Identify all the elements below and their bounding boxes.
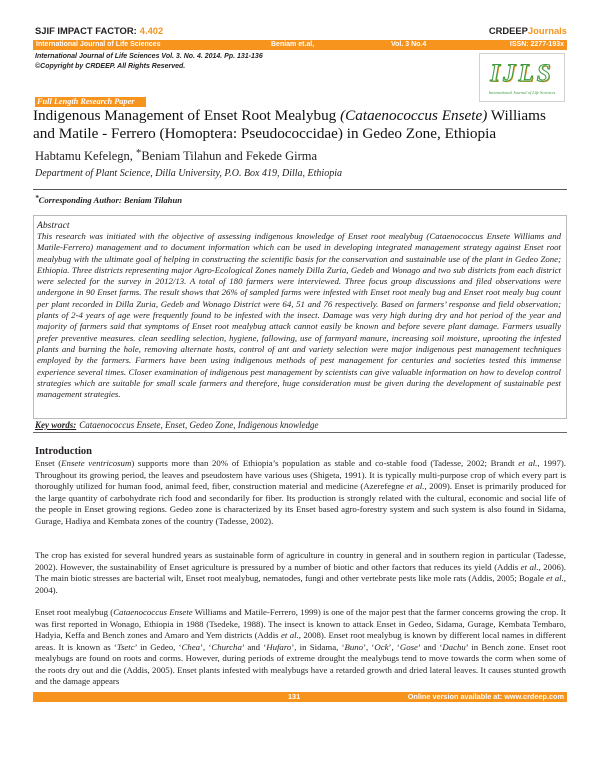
text-run: ’, in Sidama, ‘	[291, 641, 345, 652]
body-paragraph	[35, 458, 566, 527]
publisher-brand	[489, 25, 567, 37]
impact-factor	[35, 25, 163, 37]
keywords-label: Key words:	[35, 420, 77, 430]
italic-term: (Cataenococcus Ensete)	[340, 107, 488, 124]
journal-banner	[33, 40, 567, 50]
italic-term: Buno	[344, 641, 364, 652]
italic-term: Hufaro	[266, 641, 292, 652]
journal-logo	[479, 53, 565, 102]
logo-letters: IJLS	[490, 60, 554, 87]
text-run: Beniam Tilahun and Fekede Girma	[141, 149, 317, 163]
banner-issn: ISSN: 2277-193x	[509, 41, 564, 48]
text-run: ’ and ‘	[417, 641, 443, 652]
italic-term: et al.	[406, 481, 425, 491]
text-run: Enset root mealybug (	[35, 607, 114, 617]
publisher-name: CRDEEP	[488, 25, 528, 36]
impact-factor-value: 4.402	[139, 25, 164, 36]
text-run: Habtamu Kefelegn,	[35, 149, 137, 163]
italic-term: et al.	[546, 573, 564, 583]
abstract-box	[33, 215, 567, 419]
italic-term: et al.	[280, 630, 299, 640]
body-paragraph	[35, 607, 566, 688]
footnote-mark: *	[35, 193, 39, 203]
keywords-text: Cataenococcus Ensete, Enset, Gedeo Zone, Indigenous knowledge	[79, 420, 319, 430]
italic-term: Dachu	[442, 641, 466, 652]
copyright-line: ©Copyright by CRDEEP. All Rights Reserved.	[35, 63, 186, 70]
author-list	[35, 148, 567, 166]
section-heading-introduction: Introduction	[35, 446, 92, 457]
abstract-text: This research was initiated with the objective of assessing indigenous knowledge of Enset root mealybug (Cataenococcus Ensete Williams and Matile-Ferrero) management and to document information which can be used in developing integrated management strategy against Enset root mealybug with the ultimate goal of helping in constructing the scientific basis for the conservation and sustainable use of the plant in Gedeo Zone; Ethiopia. Three districts representing major Agro-Ecological Zones namely Dilla Zuria, Gedeb and Wonago and two sub districts from each district were selected for the survey in 2012/13. A total of 180 farmers were interviewed. Three focus group discussions and filed observations were undergone in 90 Enset farms. The result shows that 26% of sampled farms were infested with Enset root mealy bug and Enset root mealy bug count per plant recorded in Dilla Zuria, Gedeb and Wonago District were 64, 51 and 76 respectively. Based on farmers’ response and field observation; plants of 2-4 years of age were frequently found to be infested with the insect. Damage was very high during dry and hot period of the year and majority of farmers said that symptoms of Enset root mealybug attack cannot easily be known and before severe plant damage. Farmers usually prefer preventive measures. clean seedling selection, hygiene, fallowing, use of farmyard manure, increasing soil moisture, uprooting the infested plants and burning the hole, removing alternate hosts, control of ant and variety selection were major indigenous pest management techniques employed by the farmers. Farmers have been using indigenous methods of pest management for centuries and societies tested this immense experience several times. Closer examination of indigenous pest management by scientists can give valuable information on how to develop control strategies which are suitable for small scale farmers and therefore, huge consideration must be given during the development of sustainable pest management strategies.	[37, 231, 561, 400]
affiliation: Department of Plant Science, Dilla University, P.O. Box 419, Dilla, Ethiopia	[35, 168, 342, 179]
italic-term: Ock	[374, 641, 389, 652]
keywords	[33, 420, 567, 433]
abstract-heading: Abstract	[37, 220, 70, 231]
text-run: , 1997). Throughout its growing period, the leaves and pseudostem have various uses (Shigeta, 1991). It is typically multi-purpose crop of which every part is thoroughly utilized for human food, animal feed, fiber, construction material and medicine (Azerefegne	[35, 458, 567, 491]
italic-term: Tsetc	[116, 641, 135, 652]
text-run: , 2004).	[35, 573, 566, 595]
italic-term: et al.	[520, 561, 539, 572]
text-run: ) supports more than 20% of Ethiopia’s population as stable and co-stable food (Tadesse, 2002; Brandt	[131, 458, 519, 468]
text-run: Williams and Matile-Ferrero, 1999) is one of the major pest that the farmer concerns growing the crop. It was first reported in Wonago, Ethiopia in 1988 (Tsedeke, 1988). The insect is known to attack Enset in Gedeo, Sidama, Gurage, Kembata Tembaro, Hadyia, Keffa and Bench zones and Amaro and Yem districts (Addis	[35, 607, 566, 640]
publisher-name-accent: Journals	[527, 25, 567, 36]
banner-journal-name: International Journal of Life Sciences	[36, 41, 161, 48]
text-run: ’ and ‘	[241, 641, 267, 652]
corresponding-author	[35, 195, 182, 206]
italic-term: et al.	[518, 458, 538, 468]
citation-line: International Journal of Life Sciences Vol. 3. No. 4. 2014. Pp. 131-136	[35, 53, 263, 60]
page-number: 131	[288, 692, 301, 701]
banner-volume: Vol. 3 No.4	[391, 41, 427, 48]
italic-term: Gose	[399, 641, 418, 652]
text-run: ’, ‘	[200, 641, 212, 652]
impact-factor-label: SJIF IMPACT FACTOR:	[35, 25, 137, 36]
banner-running-author: Beniam et.al,	[271, 41, 315, 48]
body-paragraph	[35, 550, 566, 596]
text-run: ’, ‘	[363, 641, 375, 652]
italic-term: Chea	[181, 641, 201, 652]
text-run: Enset (	[35, 458, 62, 468]
footnote-mark: *	[136, 148, 142, 160]
italic-term: Cataenococcus Ensete	[113, 607, 193, 617]
text-run: Indigenous Management of Enset Root Mealybug	[33, 107, 341, 124]
paper-type-label: Full Length Research Paper	[35, 97, 146, 107]
italic-term: Churcha	[211, 641, 242, 652]
logo-subtitle: International Journal of Life Sciences	[488, 90, 556, 95]
divider-line	[33, 189, 567, 190]
page-footer	[33, 692, 567, 702]
italic-term: Ensete ventricosum	[61, 458, 132, 468]
text-run: , 2009). Enset is primarily produced for the large quantity of carbohydrate rich food and secondarily for fiber. Its production is strongly related with the cultural, economic and social life of the people in Enset growing regions. Gedeo zone is characterized by its Enset based agro-forestry system and such system is also found in Sidama, Gurage, Hadiya and Kembata zones of the country (Tadesse, 2002).	[35, 481, 566, 526]
online-version-note: Online version available at: www.crdeep.com	[407, 692, 564, 701]
text-run: , 2006). The main biotic stresses are bacterial wilt, Enset root mealybug, nematodes, fungi and other vertebrate pests like mole rats (Addis, 2005; Bogale	[35, 561, 567, 583]
text-run: Williams and Matile - Ferrero (Homoptera: Pseudococcidae) in Gedeo Zone, Ethiopia	[33, 107, 546, 142]
text-run: ’ in Gedeo, ‘	[134, 641, 182, 652]
text-run: The crop has existed for several hundred years as sustainable form of agriculture in country in general and in southern region in particular (Tadesse, 2002). However, the sustainability of Enset agriculture is pressured by a number of biotic and other factors that reduces its yield (Addis	[35, 550, 566, 572]
paper-title	[33, 107, 567, 143]
text-run: ’, ‘	[388, 641, 400, 652]
text-run: ’ in Bench zone. Enset root mealybugs are found on roots and corms. However, during periods of extreme drought the mealybugs tend to move towards the corm when some of the roots dry out and die (Addis, 2005). Enset plants infested with mealybugs have a retarded growth and dried lateral leaves. It causes stunted growth and the damage appears	[35, 641, 567, 686]
text-run: , 2008). Enset root mealybug is known by different local names in different areas. It is known as ‘	[35, 630, 566, 652]
text-run: Corresponding Author: Beniam Tilahun	[38, 195, 183, 205]
